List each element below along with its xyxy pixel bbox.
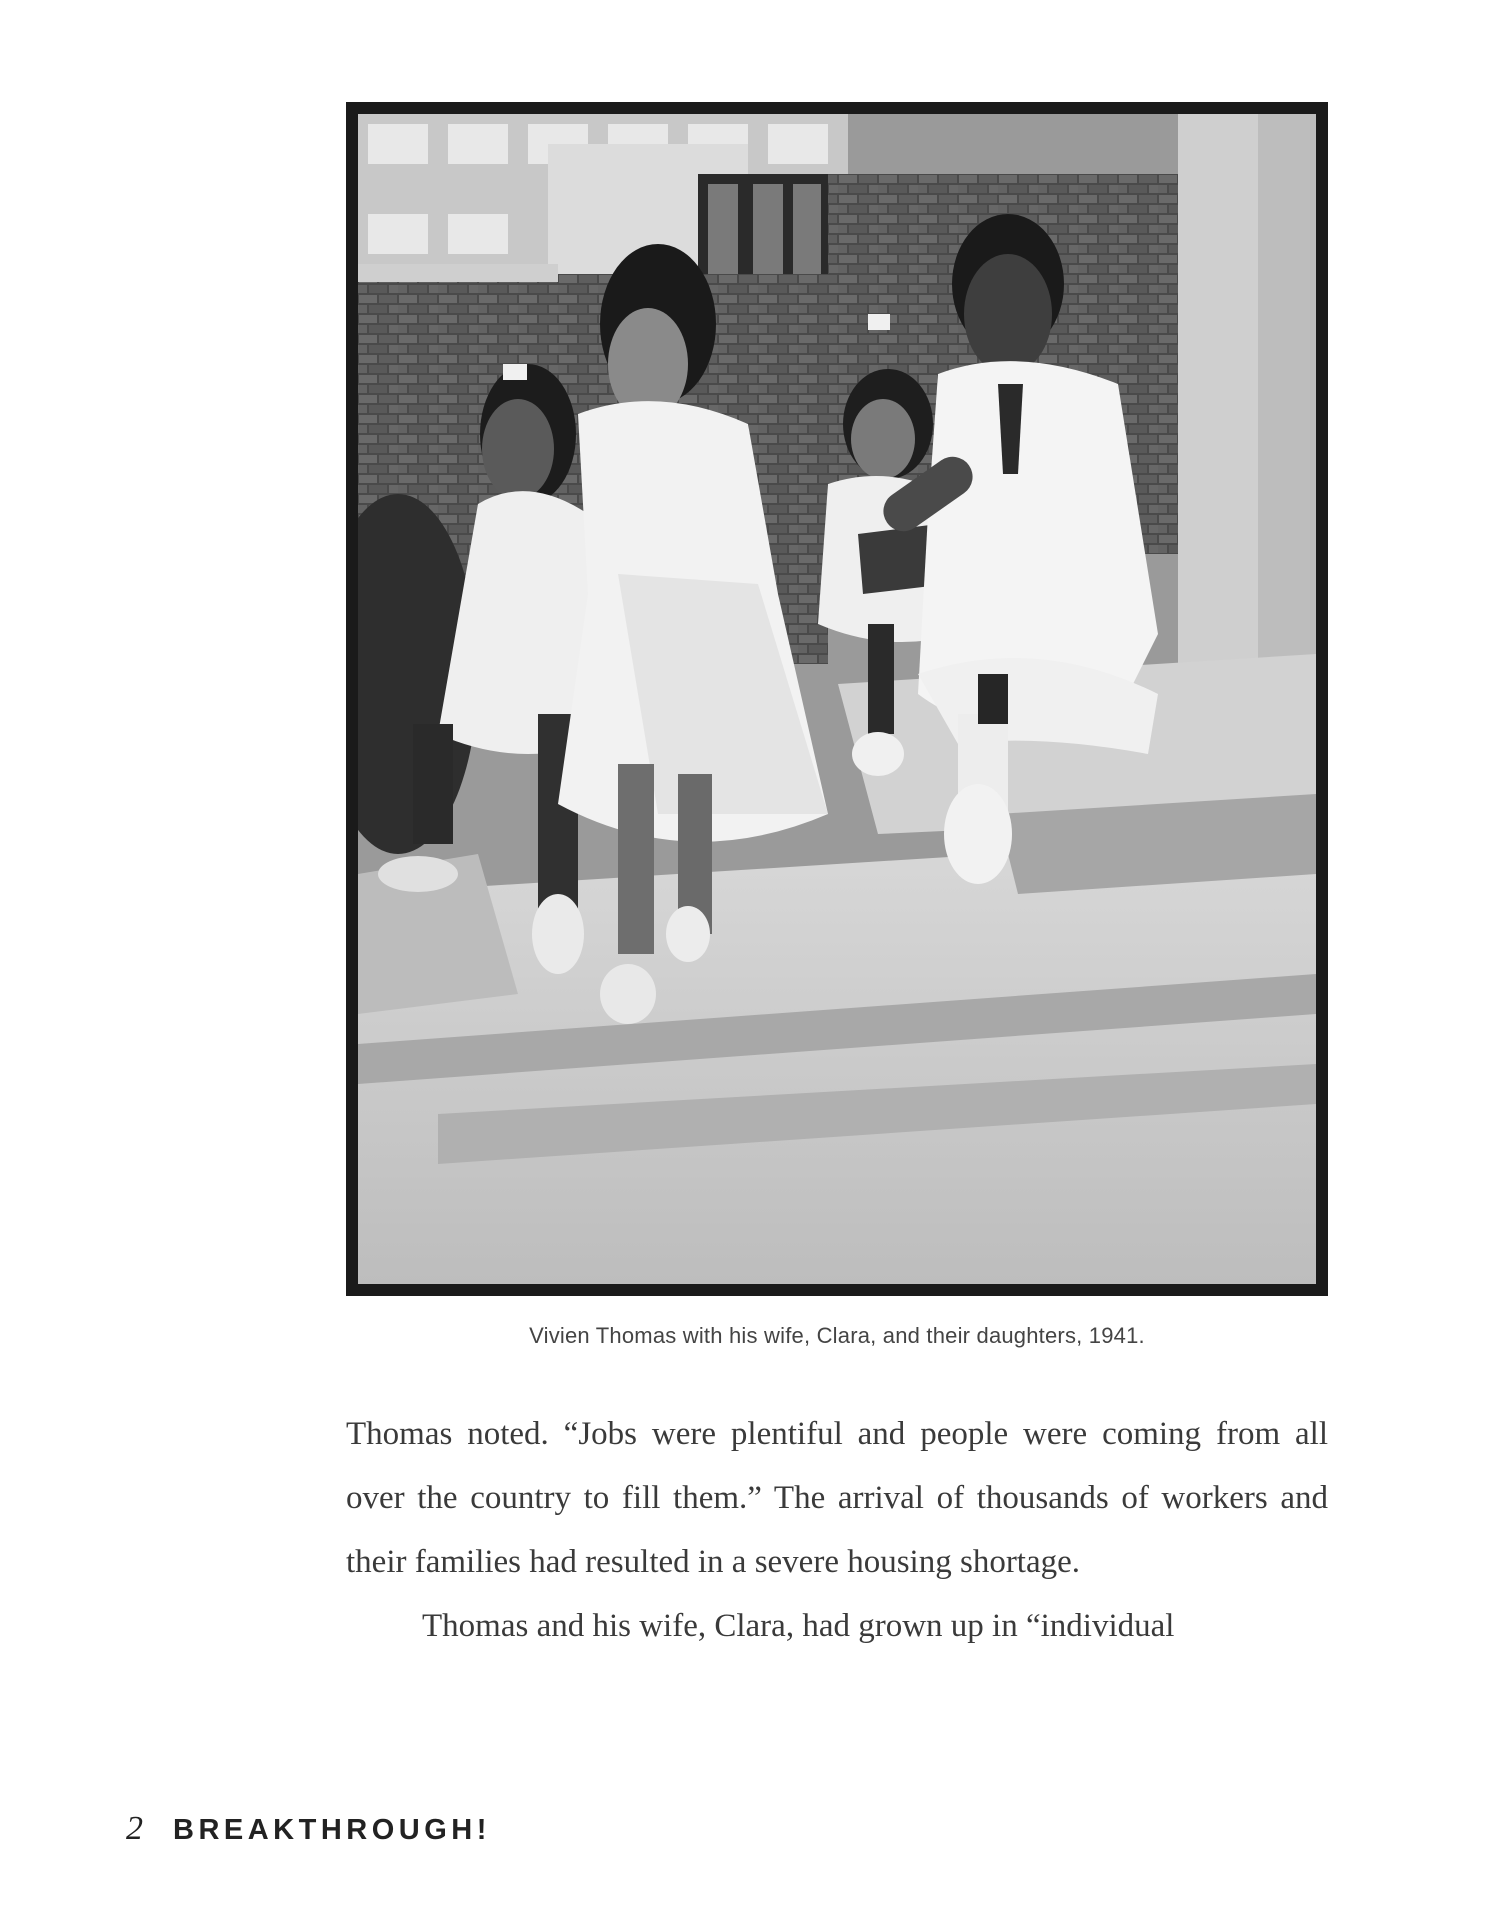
photo-caption: Vivien Thomas with his wife, Clara, and their daughters, 1941.	[529, 1323, 1145, 1348]
body-paragraph: Thomas and his wife, Clara, had grown up in “individual	[422, 1608, 1175, 1644]
family-photo	[346, 102, 1328, 1296]
page-footer	[126, 1810, 491, 1848]
page-number: 2	[126, 1810, 143, 1847]
family-photo-icon	[358, 114, 1316, 1284]
body-text	[346, 1402, 1328, 1658]
body-paragraph: Thomas noted. “Jobs were plentiful and people were coming from all over the country to fill them.” The arrival of thousands of workers and their families had resulted in a severe housing shortage.	[346, 1416, 1328, 1580]
running-title: BREAKTHROUGH!	[173, 1814, 491, 1846]
